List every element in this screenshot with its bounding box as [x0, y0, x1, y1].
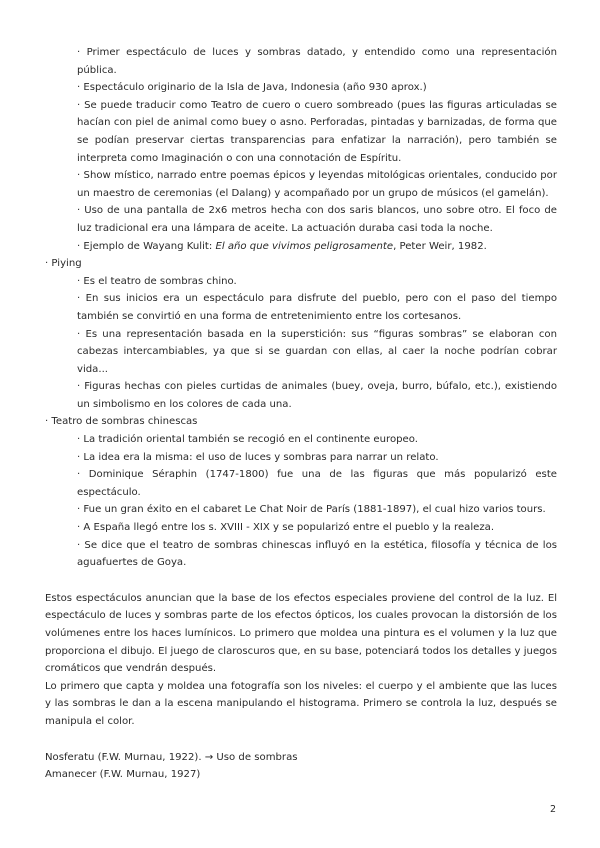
list-item: · Show místico, narrado entre poemas épicos y leyendas mitológicas orientales, conducido por un maestro de ceremonias (el Dalang) y acompañado por un grupo de músicos (el gamelán). — [77, 170, 557, 199]
list-item: · Espectáculo originario de la Isla de Java, Indonesia (año 930 aprox.) — [77, 82, 427, 94]
list-item: · Figuras hechas con pieles curtidas de animales (buey, oveja, burro, búfalo, etc.), existiendo un simbolismo en los colores de cada una. — [77, 381, 557, 410]
list-item: · Es una representación basada en la superstición: sus “figuras sombras” se elaboran con cabezas intercambiables, ya que si se guardan con ellas, al caer la noche podrían cobrar vida... — [77, 328, 557, 375]
film-reference: Nosferatu (F.W. Murnau, 1922). → Uso de sombras — [45, 751, 298, 763]
section-heading-piying: · Piying — [45, 258, 82, 270]
list-item: · Primer espectáculo de luces y sombras datado, y entendido como una representación pública. — [77, 47, 557, 76]
list-item: · Dominique Séraphin (1747-1800) fue una de las figuras que más popularizó este espectáculo. — [77, 469, 557, 498]
paragraph: Lo primero que capta y moldea una fotografía son los niveles: el cuerpo y el ambiente que las luces y las sombras le dan a la escena manipulando el histograma. Primero se controla la luz, después se manipula el color. — [45, 680, 557, 727]
page-number: 2 — [549, 804, 556, 815]
spacer — [45, 731, 557, 749]
example-suffix: , Peter Weir, 1982. — [393, 240, 487, 252]
piying-list — [45, 273, 557, 414]
list-item: · Es el teatro de sombras chino. — [77, 275, 237, 287]
list-item: · Fue un gran éxito en el cabaret Le Chat Noir de París (1881-1897), el cual hizo varios tours. — [77, 504, 546, 516]
film-title: El año que vivimos peligrosamente — [215, 240, 394, 252]
chinescas-list — [45, 431, 557, 572]
list-item: · Se puede traducir como Teatro de cuero o cuero sombreado (pues las figuras articuladas se hacían con piel de animal como buey o asno. Perforadas, pintadas y barnizadas, de forma que se podían preservar ciertas transparencias para enfatizar la narración), pero también se interpreta como Imaginación o con una connotación de Espíritu. — [77, 99, 557, 164]
list-item: · Se dice que el teatro de sombras chinescas influyó en la estética, filosofía y técnica de los aguafuertes de Goya. — [77, 539, 557, 569]
document-body — [45, 44, 557, 784]
list-item: · En sus inicios era un espectáculo para disfrute del pueblo, pero con el paso del tiempo también se convirtió en una forma de entretenimiento entre los cortesanos. — [77, 293, 557, 322]
film-reference: Amanecer (F.W. Murnau, 1927) — [45, 769, 201, 781]
list-item: · La idea era la misma: el uso de luces y sombras para narrar un relato. — [77, 451, 439, 463]
spacer — [45, 572, 557, 590]
list-item: · A España llegó entre los s. XVIII - XIX y se popularizó entre el pueblo y la realeza. — [77, 522, 495, 534]
wayang-list — [45, 44, 557, 255]
list-item-example — [77, 238, 557, 256]
paragraph: Estos espectáculos anuncian que la base de los efectos especiales proviene del control de la luz. El espectáculo de luces y sombras parte de los efectos ópticos, los cuales provocan la distorsión de los volúmenes entre los haces lumínicos. Lo primero que moldea una pintura es el volumen y la luz que proporciona el dibujo. El juego de claroscuros que, en su base, potenciará todos los detalles y juegos cromáticos que vendrán después. — [45, 592, 557, 675]
example-prefix: · Ejemplo de Wayang Kulit: — [77, 240, 216, 252]
section-heading-chinescas: · Teatro de sombras chinescas — [45, 416, 198, 428]
list-item: · La tradición oriental también se recogió en el continente europeo. — [77, 434, 418, 446]
list-item: · Uso de una pantalla de 2x6 metros hecha con dos saris blancos, uno sobre otro. El foco de luz tradicional era una lámpara de aceite. La actuación duraba casi toda la noche. — [77, 205, 557, 234]
